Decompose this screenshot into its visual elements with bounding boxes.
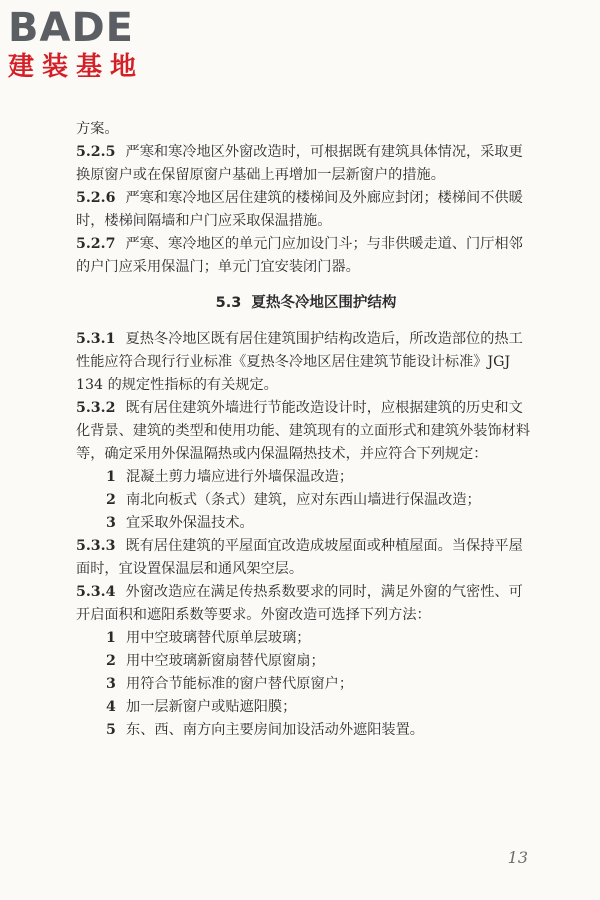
brand-logo <box>8 6 178 82</box>
list-item-text: 东、西、南方向主要房间加设活动外遮阳装置。 <box>126 722 424 738</box>
list-item-number: 2 <box>106 653 116 669</box>
list-item <box>76 466 536 489</box>
list-item-text: 混凝土剪力墙应进行外墙保温改造； <box>126 469 354 485</box>
clause-number: 5.3.1 <box>76 331 116 347</box>
logo-title: BADE <box>8 5 134 51</box>
list-item <box>76 696 536 719</box>
clause-number: 5.2.6 <box>76 190 116 206</box>
clause-text: 严寒和寒冷地区居住建筑的楼梯间及外廊应封闭；楼梯间不供暖时，楼梯间隔墙和户门应采取保温措施。 <box>76 190 523 229</box>
clause-text: 外窗改造应在满足传热系数要求的同时，满足外窗的气密性、可开启面积和遮阳系数等要求。外窗改造可选择下列方法： <box>76 584 523 623</box>
clause-paragraph <box>76 233 536 279</box>
list-item-number: 1 <box>106 469 116 485</box>
clause-paragraph <box>76 187 536 233</box>
section-title-text: 夏热冬冷地区围护结构 <box>251 295 397 311</box>
list-item <box>76 650 536 673</box>
list-item-number: 4 <box>106 699 116 715</box>
list-item <box>76 673 536 696</box>
list-item-number: 3 <box>106 676 116 692</box>
list-item-number: 5 <box>106 722 116 738</box>
clause-number: 5.3.4 <box>76 584 116 600</box>
section-heading <box>76 292 536 315</box>
paragraph-continuation: 方案。 <box>76 121 119 137</box>
clause-text: 既有居住建筑的平屋面宜改造成坡屋面或种植屋面。当保持平屋面时，宜设置保温层和通风架空层。 <box>76 538 523 577</box>
clause-number: 5.3.2 <box>76 400 116 416</box>
clause-number: 5.2.7 <box>76 236 116 252</box>
clause-paragraph <box>76 581 536 627</box>
list-item-text: 加一层新窗户或贴遮阳膜； <box>126 699 297 715</box>
list-item-text: 用符合节能标准的窗户替代原窗户； <box>126 676 354 692</box>
logo-subtitle: 建装基地 <box>8 52 145 82</box>
list-item <box>76 512 536 535</box>
clause-paragraph <box>76 141 536 187</box>
list-item-text: 宜采取外保温技术。 <box>126 515 254 531</box>
page-number: 13 <box>507 848 528 867</box>
clause-text: 严寒、寒冷地区的单元门应加设门斗；与非供暖走道、门厅相邻的户门应采用保温门；单元门宜安装闭门器。 <box>76 236 523 275</box>
list-item <box>76 489 536 512</box>
list-item-text: 用中空玻璃新窗扇替代原窗扇； <box>126 653 325 669</box>
document-body <box>76 118 536 742</box>
clause-number: 5.2.5 <box>76 144 116 160</box>
clause-text: 既有居住建筑外墙进行节能改造设计时，应根据建筑的历史和文化背景、建筑的类型和使用功能、建筑现有的立面形式和建筑外装饰材料等，确定采用外保温隔热或内保温隔热技术，并应符合下列规定： <box>76 400 531 462</box>
list-item-number: 2 <box>106 492 116 508</box>
list-item-number: 3 <box>106 515 116 531</box>
clause-text: 夏热冬冷地区既有居住建筑围护结构改造后，所改造部位的热工性能应符合现行行业标准《夏热冬冷地区居住建筑节能设计标准》JGJ 134 的规定性指标的有关规定。 <box>76 331 523 393</box>
list-item-number: 1 <box>106 630 116 646</box>
list-item-text: 南北向板式（条式）建筑，应对东西山墙进行保温改造； <box>126 492 481 508</box>
section-number: 5.3 <box>215 295 242 311</box>
clause-paragraph <box>76 397 536 466</box>
clause-paragraph <box>76 328 536 397</box>
list-item-text: 用中空玻璃替代原单层玻璃； <box>126 630 311 646</box>
list-item <box>76 719 536 742</box>
clause-paragraph <box>76 535 536 581</box>
clause-number: 5.3.3 <box>76 538 116 554</box>
list-item <box>76 627 536 650</box>
clause-text: 严寒和寒冷地区外窗改造时，可根据既有建筑具体情况，采取更换原窗户或在保留原窗户基础上再增加一层新窗户的措施。 <box>76 144 523 183</box>
